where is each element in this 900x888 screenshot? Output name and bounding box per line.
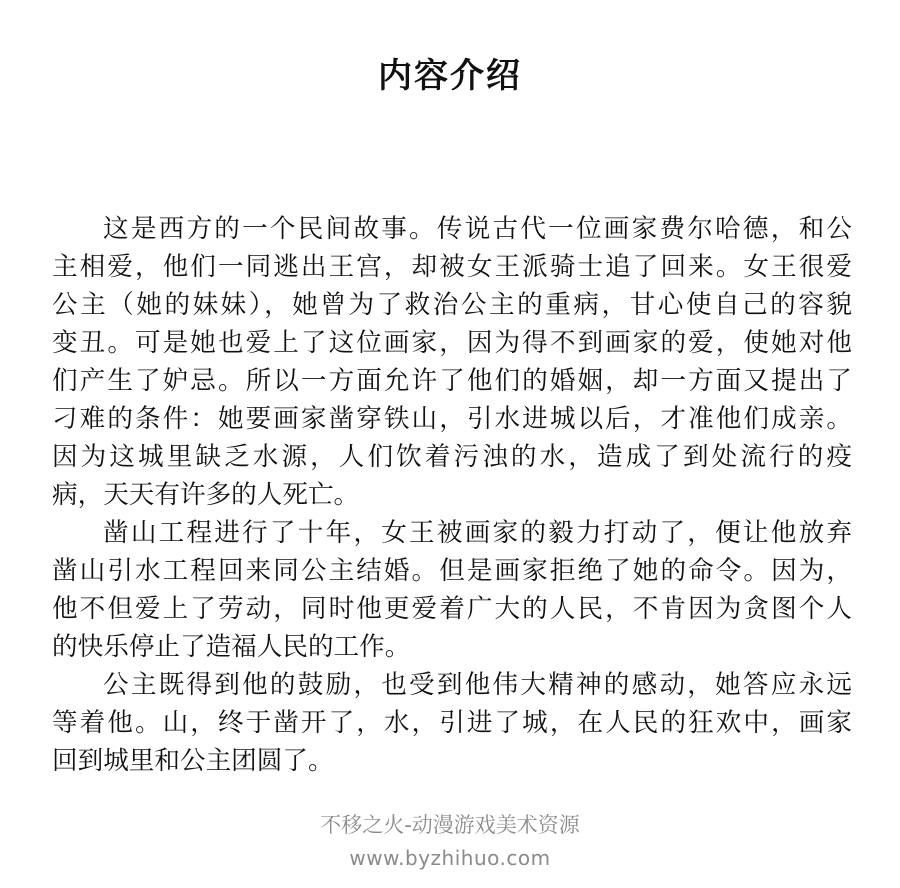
body-text [52,210,852,780]
watermark-url: www.byzhihuo.com [349,846,551,870]
text-line: 变丑。可是她也爱上了这位画家，因为得不到画家的爱，使她对他 [52,328,852,358]
text-line: 刁难的条件：她要画家凿穿铁山，引水进城以后，才准他们成亲。 [52,404,852,434]
text-line: 公主（她的妹妹），她曾为了救治公主的重病，甘心使自己的容貌 [52,290,852,320]
text-line: 他不但爱上了劳动，同时他更爱着广大的人民，不肯因为贪图个人 [52,594,852,624]
text-line: 因为这城里缺乏水源，人们饮着污浊的水，造成了到处流行的疫 [52,442,852,472]
text-line: 们产生了妒忌。所以一方面允许了他们的婚姻，却一方面又提出了 [52,366,852,396]
text-line: 回到城里和公主团圆了。 [52,746,334,776]
text-line: 凿山引水工程回来同公主结婚。但是画家拒绝了她的命令。因为， [52,556,852,586]
text-line: 主相爱，他们一同逃出王宫，却被女王派骑士追了回来。女王很爱 [52,252,852,282]
text-line: 这是西方的一个民间故事。传说古代一位画家费尔哈德，和公 [103,214,852,244]
page-title: 内容介绍 [378,56,522,96]
watermark-text: 不移之火-动漫游戏美术资源 [320,813,580,837]
text-line: 的快乐停止了造福人民的工作。 [52,632,411,662]
text-line: 病，天天有许多的人死亡。 [52,480,360,510]
text-line: 凿山工程进行了十年，女王被画家的毅力打动了，便让他放弃 [103,518,852,548]
text-line: 等着他。山，终于凿开了，水，引进了城，在人民的狂欢中，画家 [52,708,852,738]
text-line: 公主既得到他的鼓励，也受到他伟大精神的感动，她答应永远 [103,670,852,700]
